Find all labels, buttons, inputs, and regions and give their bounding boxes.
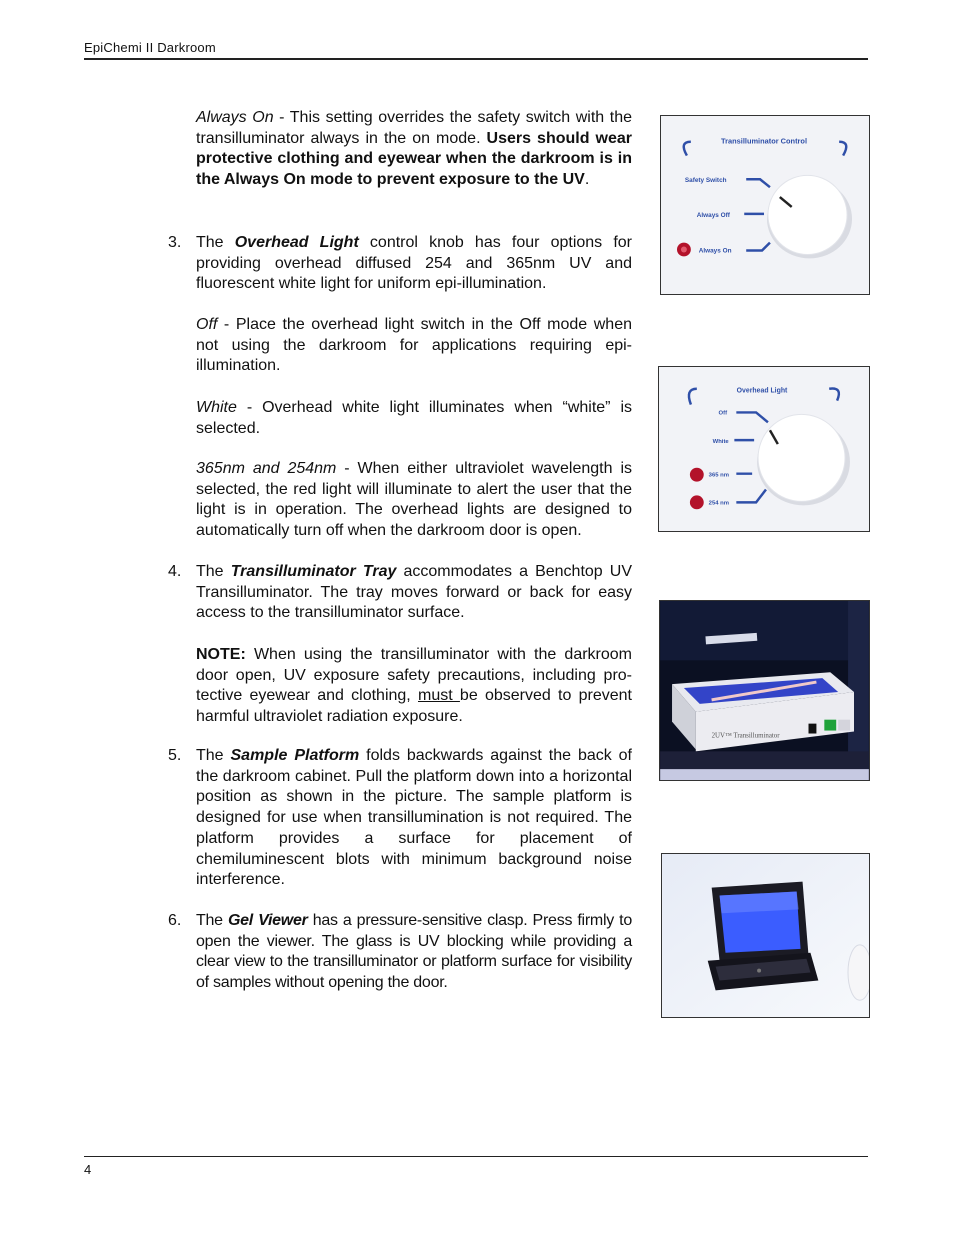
overhead-light-knob[interactable]: [758, 414, 845, 501]
item-3-text: control knob has four options for providing overhead diffused 254 and 365nm UV and fluorescent white light for uniform epi-illumination.: [196, 234, 632, 293]
item-3-pre: The: [196, 234, 235, 251]
transilluminator-tray-term: Transilluminator Tray: [230, 563, 397, 580]
note-label: NOTE:: [196, 646, 246, 663]
note-text-2: be observed to prevent harmful ultraviolet radiation exposure.: [196, 687, 632, 726]
control-knob[interactable]: [768, 175, 847, 254]
note-must: must: [418, 687, 460, 705]
overhead-light-term: Overhead Light: [234, 234, 359, 251]
page-number: 4: [84, 1162, 92, 1177]
transilluminator-tray-photo: [659, 600, 870, 781]
white-term: White: [196, 399, 237, 416]
door-knob: [848, 945, 869, 1000]
always-on-warning: Users should wear protective clothing and eyewear when the darkroom is in the Always On mode to prevent exposure to the UV: [196, 129, 632, 189]
gel-viewer-photo: [661, 853, 870, 1018]
uv-paragraph: [196, 459, 632, 542]
transilluminator-tray-illustration: [660, 601, 869, 780]
item-6-paragraph: [196, 911, 632, 994]
white-paragraph: [196, 398, 632, 439]
item-5-paragraph: [196, 746, 632, 891]
off-label: Off: [718, 410, 728, 417]
item-4-text: accommodates a Benchtop UV Transilluminator. The tray moves forward or back for easy access to the transilluminator surface.: [196, 563, 633, 622]
always-on-term: Always On: [196, 109, 274, 126]
uv-term: 365nm and 254nm: [196, 460, 337, 477]
item-4-pre: The: [196, 563, 231, 580]
overhead-panel-title: Overhead Light: [736, 387, 788, 395]
off-text: - Place the overhead light switch in the Off mode when not using the darkroom for applications requiring epi-illumination.: [196, 316, 632, 375]
always-on-text: - This setting overrides the safety switch with the transilluminator always in the on mode.: [196, 109, 633, 147]
item-6-number: 6.: [168, 912, 182, 929]
transilluminator-control-panel: [661, 116, 869, 294]
green-indicator: [824, 720, 836, 731]
overhead-light-panel: [659, 367, 869, 531]
item-5-text: folds backwards against the back of the darkroom cabinet. Pull the platform down into a horizontal position as shown in the picture. The sample platform is designed for use when transillumination is not required. The platform provides a surface for placement of chemiluminescent blots with minimum background noise interference.: [196, 747, 633, 889]
white-text: - Overhead white light illuminates when “white” is selected.: [196, 399, 632, 437]
transilluminator-label: 2UV™ Transilluminator: [711, 732, 780, 740]
always-off-label: Always Off: [696, 211, 730, 219]
item-3-number: 3.: [168, 234, 182, 251]
safety-switch-label: Safety Switch: [684, 177, 727, 185]
transilluminator-control-figure: [660, 115, 870, 295]
footer-rule: [84, 1156, 868, 1157]
item-6-pre: The: [196, 912, 228, 929]
off-paragraph: [196, 315, 632, 377]
off-term: Off: [196, 316, 218, 333]
item-4-paragraph: [196, 562, 632, 624]
365nm-label: 365 nm: [708, 472, 730, 479]
gel-viewer-term: Gel Viewer: [227, 912, 308, 929]
gel-viewer-illustration: [662, 854, 869, 1017]
panel-title: Transilluminator Control: [721, 136, 808, 146]
item-5-number: 5.: [168, 747, 182, 764]
always-on-label: Always On: [698, 247, 732, 255]
uv-text: - When either ultraviolet wavelength is selected, the red light will illuminate to alert the user that the light is in operation. The overhead lights are designed to automatically turn off when the darkroom door is open.: [196, 460, 632, 540]
item-4-number: 4.: [168, 563, 182, 580]
running-header: EpiChemi II Darkroom: [84, 40, 216, 55]
always-on-paragraph: [196, 108, 632, 191]
note-text-1: When using the transilluminator with the darkroom door open, UV exposure safety precautions, including pro-tective eyewear and clothing,: [196, 646, 632, 705]
header-rule: [84, 58, 868, 60]
sample-platform-term: Sample Platform: [230, 747, 360, 764]
power-switch: [809, 724, 817, 734]
item-3-paragraph: [196, 233, 632, 295]
254nm-indicator: [690, 495, 704, 509]
overhead-light-figure: [658, 366, 870, 532]
white-label: White: [712, 439, 729, 446]
always-on-end: .: [584, 171, 590, 189]
254nm-label: 254 nm: [708, 500, 730, 507]
item-6-text: has a pressure-sensitive clasp. Press firmly to open the viewer. The glass is UV blocking while providing a clear view to the transilluminator or platform surface for visibility of samples without opening the door.: [196, 912, 633, 992]
note-paragraph: [196, 645, 632, 728]
item-5-pre: The: [196, 747, 231, 764]
365nm-indicator: [690, 468, 704, 482]
